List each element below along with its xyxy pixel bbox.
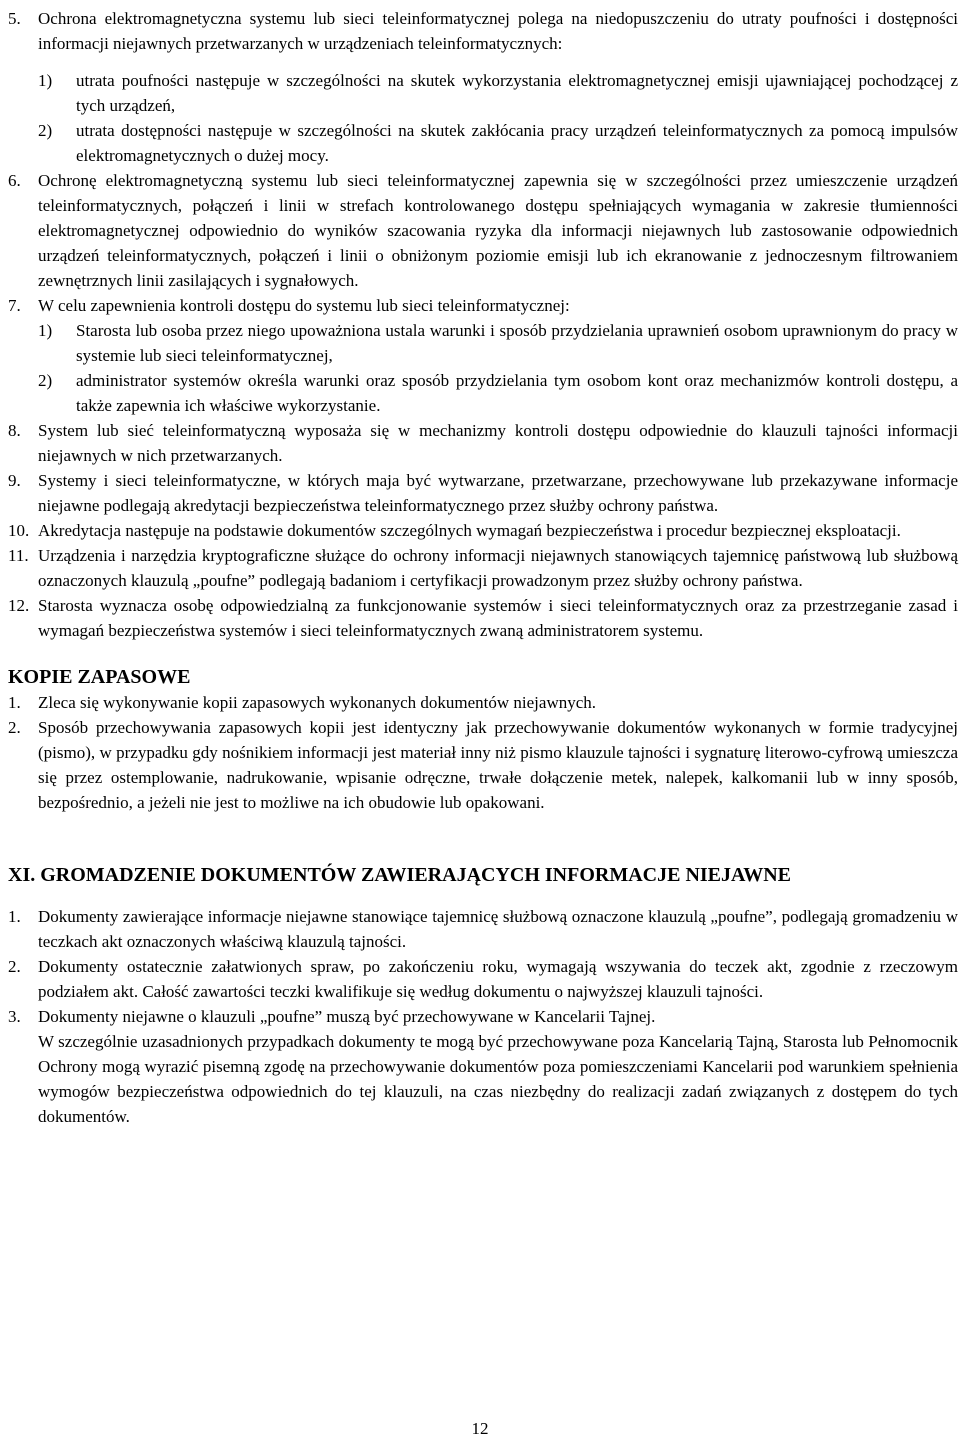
item-number: 1. bbox=[8, 693, 21, 712]
sub-item-number: 2) bbox=[38, 121, 53, 140]
item-number: 10. bbox=[8, 521, 30, 540]
section-heading-gromadzenie: XI. GROMADZENIE DOKUMENTÓW ZAWIERAJĄCYCH INFORMACJE NIEJAWNE bbox=[8, 864, 792, 886]
item-text: Dokumenty ostatecznie załatwionych spraw, po zakończeniu roku, wymagają wszywania do teczek akt, zgodnie z rzeczowym podziałem akt. Całość zawartości teczki kwalifikuje się według dokumentu o najwyższej klauzuli tajności. bbox=[38, 957, 958, 1001]
item-text: Dokumenty niejawne o klauzuli „poufne” muszą być przechowywane w Kancelarii Tajnej. bbox=[38, 1007, 656, 1026]
list-item bbox=[8, 954, 958, 1004]
sub-item-text: utrata dostępności następuje w szczególności na skutek zakłócania pracy urządzeń teleinformatycznych za pomocą impulsów elektromagnetycznych o dużej mocy. bbox=[76, 121, 958, 165]
item-text: Sposób przechowywania zapasowych kopii jest identyczny jak przechowywanie dokumentów wykonanych w formie tradycyjnej (pismo), w przypadku gdy nośnikiem informacji jest materiał inny niż pismo klauzule tajności i sygnaturę literowo-cyfrową umieszcza się przez ostemplowanie, nadrukowanie, wpisanie odręczne, trwałe dołączenie metek, nalepek, kalkomanii lub w inny sposób, bezpośrednio, a jeżeli nie jest to możliwe na ich obudowie lub opakowani. bbox=[38, 718, 958, 812]
list-item bbox=[8, 1004, 958, 1029]
list-item bbox=[8, 904, 958, 954]
list-item bbox=[8, 715, 958, 815]
item-text: Akredytacja następuje na podstawie dokumentów szczególnych wymagań bezpieczeństwa i procedur bezpiecznej eksploatacji. bbox=[38, 521, 901, 540]
item-text: Ochrona elektromagnetyczna systemu lub sieci teleinformatycznej polega na niedopuszczeniu do utraty poufności i dostępności informacji niejawnych przetwarzanych w urządzeniach teleinformatycznych: bbox=[38, 9, 958, 53]
item-number: 12. bbox=[8, 596, 30, 615]
document-page bbox=[8, 6, 958, 1129]
item-number: 2. bbox=[8, 957, 21, 976]
item-text: Ochronę elektromagnetyczną systemu lub sieci teleinformatycznej zapewnia się w szczególności przez umieszczenie urządzeń teleinformatycznych, połączeń i linii w strefach kontrolowanego dostępu spełniających wymagania w zakresie tłumienności elektromagnetycznej odpowiednio do wyników szacowania ryzyka dla informacji niejawnych lub zastosowanie odpowiednich urządzeń teleinformatycznych, połączeń i linii o obniżonym poziomie emisji lub ich ekranowanie z jednoczesnym filtrowaniem zewnętrznych linii zasilających i sygnałowych. bbox=[38, 171, 958, 290]
continuation-paragraph: W szczególnie uzasadnionych przypadkach dokumenty te mogą być przechowywane poza Kancelarią Tajną, Starosta lub Pełnomocnik Ochrony mogą wyrazić pisemną zgodę na przechowywanie dokumentów poza pomieszczeniami Kancelarii pod warunkiem spełnienia wymogów bezpieczeństwa odpowiednich do tej klauzuli, na czas niezbędny do realizacji zadań związanych z dostępem do tych dokumentów. bbox=[38, 1032, 958, 1126]
item-text: Starosta wyznacza osobę odpowiedzialną za funkcjonowanie systemów i sieci teleinformatycznych oraz za przestrzeganie zasad i wymagań bezpieczeństwa systemów i sieci teleinformatycznych zwaną administratorem systemu. bbox=[38, 596, 958, 640]
sub-list-item bbox=[38, 318, 958, 368]
list-item bbox=[8, 168, 958, 293]
list-item bbox=[8, 518, 958, 543]
item-number: 8. bbox=[8, 421, 21, 440]
item-number: 3. bbox=[8, 1007, 21, 1026]
sub-item-number: 1) bbox=[38, 71, 53, 90]
item-text: Dokumenty zawierające informacje niejawne stanowiące tajemnicę służbową oznaczone klauzulą „poufne”, podlegają gromadzeniu w teczkach akt oznaczonych właściwą klauzulą tajności. bbox=[38, 907, 958, 951]
item-text: Urządzenia i narzędzia kryptograficzne służące do ochrony informacji niejawnych stanowiących tajemnicę państwową lub służbową oznaczonych klauzulą „poufne” podlegają badaniom i certyfikacji prowadzonym przez służby ochrony państwa. bbox=[38, 546, 958, 590]
item-number: 6. bbox=[8, 171, 21, 190]
item-number: 9. bbox=[8, 471, 21, 490]
item-number: 1. bbox=[8, 907, 21, 926]
list-item bbox=[8, 293, 958, 318]
sub-item-number: 2) bbox=[38, 371, 53, 390]
list-item bbox=[8, 543, 958, 593]
list-item bbox=[8, 690, 958, 715]
sub-item-number: 1) bbox=[38, 321, 53, 340]
sub-list-item bbox=[38, 68, 958, 118]
sub-list-item bbox=[38, 368, 958, 418]
sub-list-item bbox=[38, 118, 958, 168]
item-number: 5. bbox=[8, 9, 21, 28]
item-text: System lub sieć teleinformatyczną wyposaża się w mechanizmy kontroli dostępu odpowiednie do klauzuli tajności informacji niejawnych w nich przetwarzanych. bbox=[38, 421, 958, 465]
item-text: Zleca się wykonywanie kopii zapasowych wykonanych dokumentów niejawnych. bbox=[38, 693, 597, 712]
list-item bbox=[8, 6, 958, 56]
sub-item-text: administrator systemów określa warunki oraz sposób przydzielania tym osobom kont oraz mechanizmów kontroli dostępu, a także zapewnia ich właściwe wykorzystanie. bbox=[76, 371, 958, 415]
sub-item-text: utrata poufności następuje w szczególności na skutek wykorzystania elektromagnetycznej emisji ujawniającej pochodzącej z tych urządzeń, bbox=[76, 71, 958, 115]
item-text: W celu zapewnienia kontroli dostępu do systemu lub sieci teleinformatycznej: bbox=[38, 296, 570, 315]
section-heading-kopie: KOPIE ZAPASOWE bbox=[8, 666, 191, 688]
item-number: 7. bbox=[8, 296, 21, 315]
item-number: 11. bbox=[8, 546, 29, 565]
list-item bbox=[8, 593, 958, 643]
item-text: Systemy i sieci teleinformatyczne, w których maja być wytwarzane, przetwarzane, przechowywane lub przekazywane informacje niejawne podlegają akredytacji bezpieczeństwa teleinformatycznego przez służby ochrony państwa. bbox=[38, 471, 958, 515]
list-item bbox=[8, 418, 958, 468]
sub-item-text: Starosta lub osoba przez niego upoważniona ustala warunki i sposób przydzielania uprawnień osobom uprawnionym do pracy w systemie lub sieci teleinformatycznej, bbox=[76, 321, 958, 365]
item-number: 2. bbox=[8, 718, 21, 737]
list-item bbox=[8, 468, 958, 518]
page-number: 12 bbox=[471, 1419, 489, 1438]
